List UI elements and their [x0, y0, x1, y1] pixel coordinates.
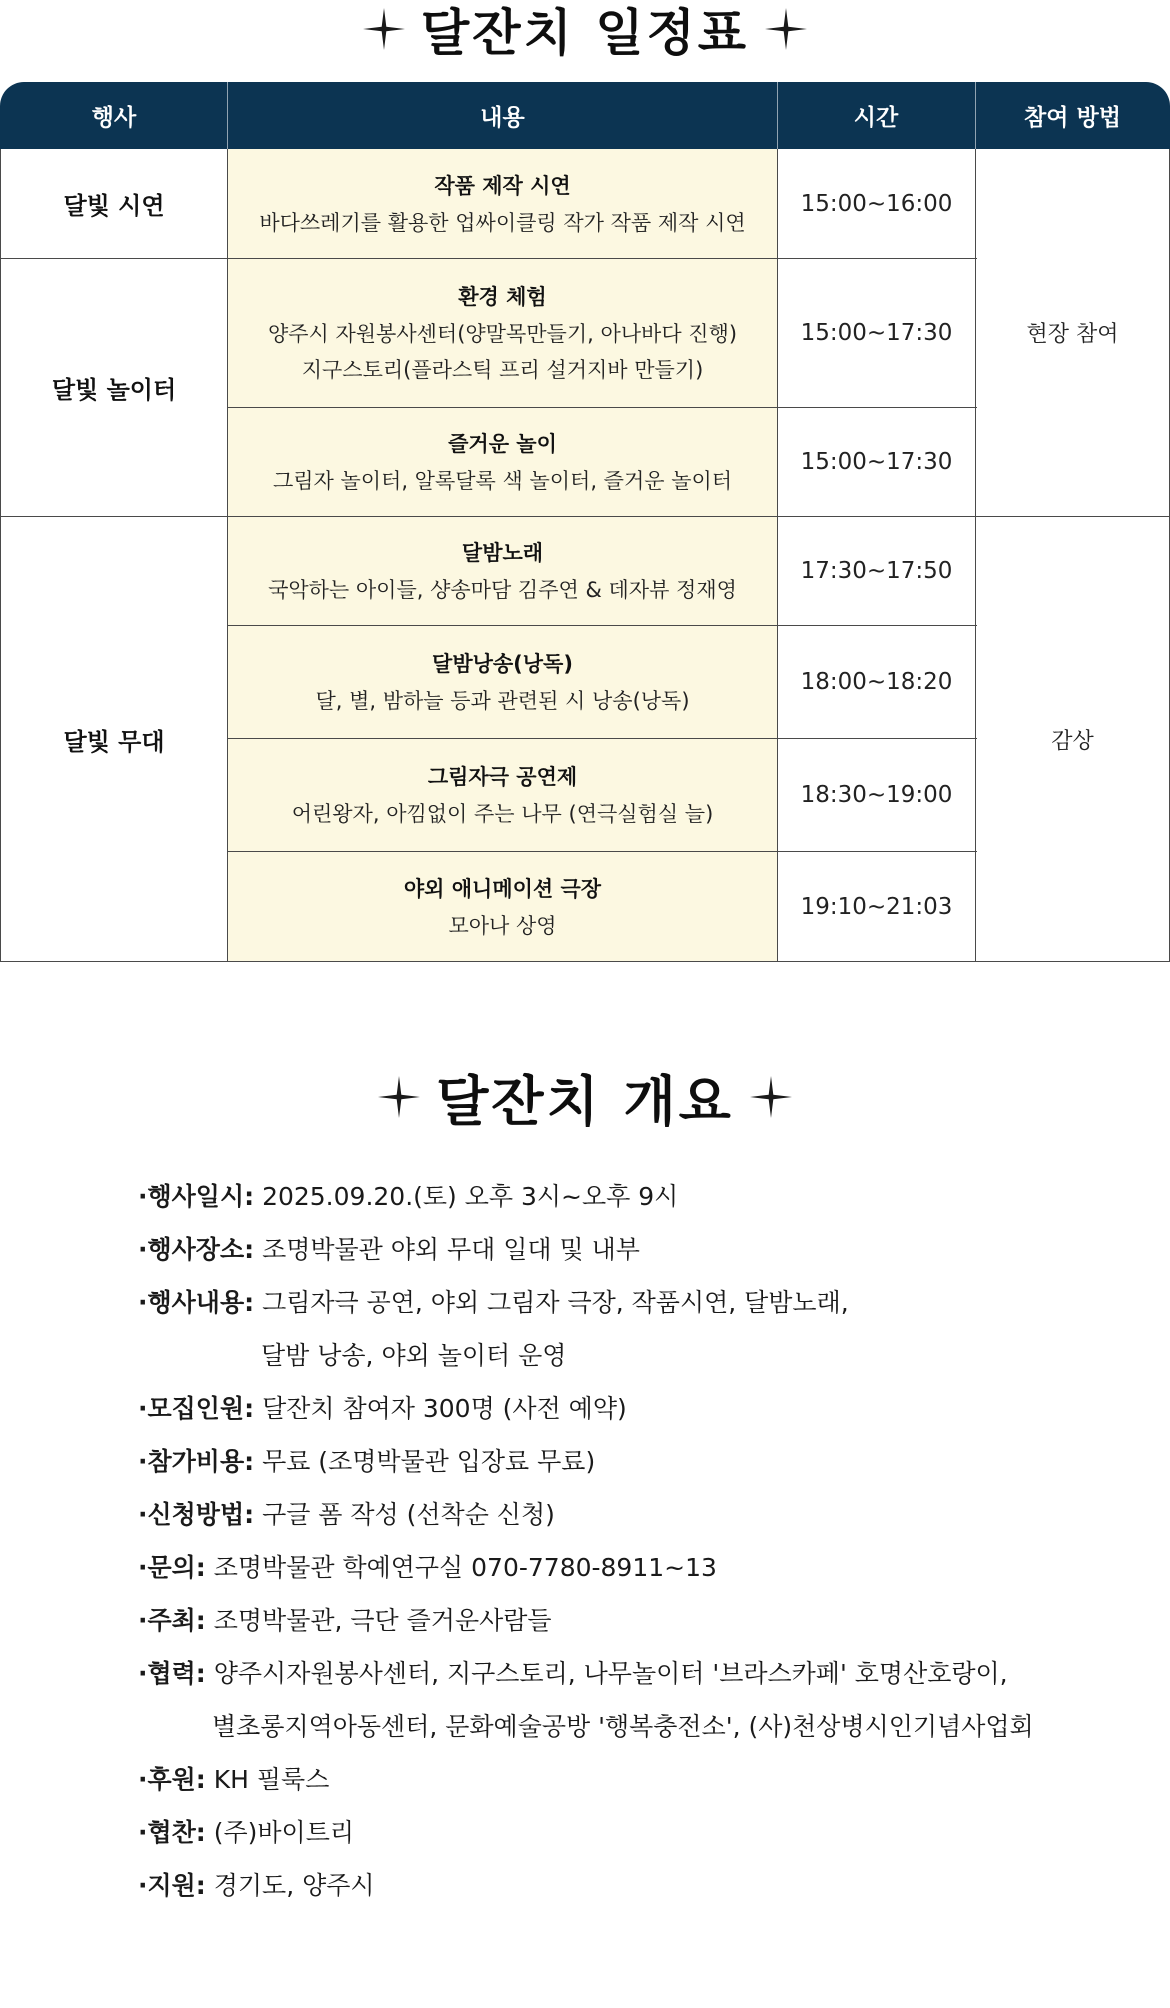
overview-value: 2025.09.20.(토) 오후 3시~오후 9시 [262, 1182, 679, 1211]
content-line: 그림자 놀이터, 알록달록 색 놀이터, 즐거운 놀이터 [272, 469, 733, 493]
time-cell: 19:10~21:03 [800, 893, 953, 920]
time-cell: 17:30~17:50 [800, 558, 953, 584]
overview-item-fee [138, 1435, 1098, 1488]
overview-value: 달잔치 참여자 300명 (사전 예약) [262, 1394, 627, 1423]
overview-value-continued: 별초롱지역아동센터, 문화예술공방 '행복충전소', (사)천상병시인기념사업회 [212, 1712, 1034, 1741]
overview-value: 조명박물관 야외 무대 일대 및 내부 [262, 1235, 640, 1264]
overview-label: ·신청방법: [138, 1500, 255, 1529]
overview-item-cosponsor [138, 1806, 1098, 1859]
overview-item-sponsor [138, 1753, 1098, 1806]
time-cell: 15:00~17:30 [800, 449, 953, 475]
overview-item-date [138, 1170, 1098, 1223]
overview-value: 경기도, 양주시 [213, 1871, 375, 1900]
column-header-event: 행사 [91, 105, 137, 131]
event-moonlight-playground: 달빛 놀이터 [51, 376, 177, 404]
overview-label: ·협력: [138, 1659, 206, 1688]
column-header-content: 내용 [480, 105, 525, 131]
content-title: 즐거운 놀이 [448, 432, 557, 456]
content-cell [228, 517, 777, 625]
overview-label: ·행사내용: [138, 1288, 255, 1317]
content-title: 그림자극 공연제 [427, 765, 578, 789]
content-line: 양주시 자원봉사센터(양말목만들기, 아나바다 진행) [267, 322, 738, 346]
content-line: 달, 별, 밤하늘 등과 관련된 시 낭송(낭독) [315, 689, 690, 713]
overview-label: ·행사장소: [138, 1235, 255, 1264]
overview-heading [0, 1062, 1170, 1132]
content-line: 지구스토리(플라스틱 프리 설거지바 만들기) [301, 358, 704, 382]
overview-label: ·지원: [138, 1871, 206, 1900]
event-moonlight-demo: 달빛 시연 [63, 192, 165, 220]
overview-label: ·모집인원: [138, 1394, 255, 1423]
overview-item-host [138, 1594, 1098, 1647]
schedule-heading [0, 0, 1170, 62]
sparkle-star-icon [750, 1076, 792, 1118]
content-cell [228, 852, 777, 961]
content-line: 어린왕자, 아낌없이 주는 나무 (연극실험실 늘) [291, 802, 714, 826]
content-title: 작품 제작 시연 [434, 173, 571, 198]
overview-value: KH 필룩스 [213, 1765, 330, 1794]
sparkle-star-icon [765, 8, 807, 50]
overview-value: 조명박물관, 극단 즐거운사람들 [213, 1606, 552, 1635]
table-header [0, 82, 1170, 149]
content-cell [228, 259, 777, 407]
column-header-method: 참여 방법 [1024, 105, 1121, 131]
content-title: 달밤낭송(낭독) [432, 652, 573, 676]
overview-label: ·문의: [138, 1553, 206, 1582]
column-header-time: 시간 [853, 105, 899, 131]
overview-item-capacity [138, 1382, 1098, 1435]
overview-item-venue [138, 1223, 1098, 1276]
overview-item-partners [138, 1647, 1098, 1753]
content-cell [228, 739, 777, 851]
sparkle-star-icon [378, 1076, 420, 1118]
overview-item-support [138, 1859, 1098, 1912]
content-line: 국악하는 아이들, 샹송마담 김주연 & 데자뷰 정재영 [268, 578, 737, 602]
time-cell: 15:00~16:00 [800, 190, 953, 217]
content-title: 환경 체험 [458, 285, 547, 309]
content-line: 모아나 상영 [448, 913, 557, 938]
overview-item-apply [138, 1488, 1098, 1541]
overview-item-program [138, 1276, 1098, 1382]
schedule-table [0, 82, 1170, 962]
overview-value-continued: 달밤 낭송, 야외 놀이터 운영 [261, 1341, 567, 1370]
overview-list [138, 1170, 1098, 1912]
overview-heading-text: 달잔치 개요 [436, 1068, 734, 1133]
content-cell [228, 408, 777, 516]
overview-label: ·협찬: [138, 1818, 206, 1847]
overview-label: ·참가비용: [138, 1447, 255, 1476]
overview-label: ·후원: [138, 1765, 206, 1794]
content-title: 야외 애니메이션 극장 [403, 876, 602, 901]
content-cell [228, 149, 777, 258]
event-moonlight-stage: 달빛 무대 [63, 727, 165, 756]
content-title: 달밤노래 [461, 541, 544, 565]
overview-value: 구글 폼 작성 (선착순 신청) [262, 1500, 555, 1529]
overview-value: 양주시자원봉사센터, 지구스토리, 나무놀이터 '브라스카페' 호명산호랑이, [213, 1659, 1008, 1688]
content-line: 바다쓰레기를 활용한 업싸이클링 작가 작품 제작 시연 [259, 210, 746, 235]
schedule-heading-text: 달잔치 일정표 [420, 3, 750, 62]
time-cell: 18:00~18:20 [800, 669, 953, 695]
time-cell: 15:00~17:30 [800, 320, 953, 346]
content-cell [228, 626, 777, 738]
overview-label: ·주최: [138, 1606, 206, 1635]
method-onsite: 현장 참여 [1026, 322, 1119, 347]
overview-label: ·행사일시: [138, 1182, 255, 1211]
method-watch: 감상 [1051, 728, 1094, 754]
sparkle-star-icon [363, 8, 405, 50]
overview-value: 무료 (조명박물관 입장료 무료) [262, 1447, 596, 1476]
overview-item-contact [138, 1541, 1098, 1594]
overview-value: 조명박물관 학예연구실 070-7780-8911~13 [213, 1553, 717, 1582]
time-cell: 18:30~19:00 [800, 782, 953, 808]
overview-value: 그림자극 공연, 야외 그림자 극장, 작품시연, 달밤노래, [262, 1288, 849, 1317]
overview-value: (주)바이트리 [213, 1818, 355, 1847]
